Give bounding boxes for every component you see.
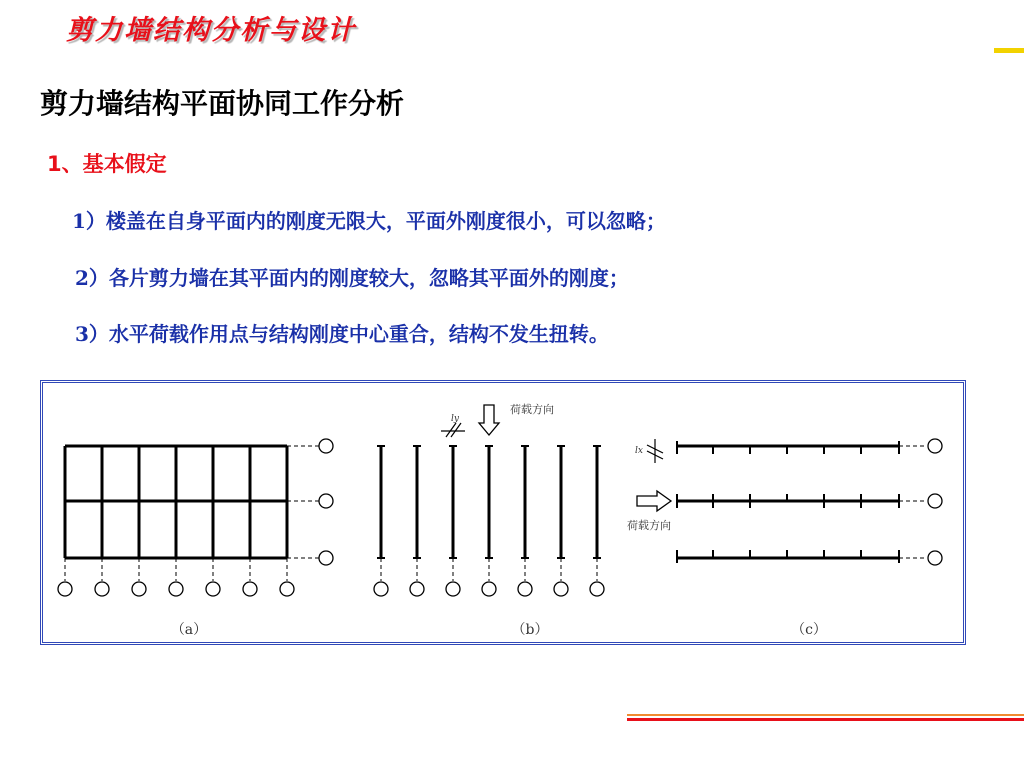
slide-title: 剪力墙结构平面协同工作分析 (40, 87, 405, 120)
structural-diagram (43, 383, 963, 642)
section-heading: 1、基本假定 (47, 152, 167, 176)
footer-rule-red (627, 718, 1024, 721)
panel-b-walls (381, 446, 597, 558)
panel-a-axis-circles (58, 439, 333, 596)
panel-c-dimension (647, 439, 663, 463)
header-title: 剪力墙结构分析与设计 (66, 15, 356, 46)
panel-c-axis-lines (899, 446, 927, 558)
panel-c-walls (677, 446, 899, 558)
panel-b-load-arrow (479, 405, 499, 435)
panel-a-grid (65, 446, 287, 558)
panel-label-c: （c） (791, 622, 827, 638)
panel-c-load-arrow (637, 491, 671, 511)
panel-b-axis-lines (381, 558, 597, 581)
panel-b-axis-circles (374, 582, 604, 596)
load-label-c: 荷载方向 (627, 519, 671, 532)
assumption-2: 2）各片剪力墙在其平面内的刚度较大，忽略其平面外的刚度； (75, 266, 629, 290)
panel-label-b: （b） (511, 622, 549, 638)
panel-b-dimension (441, 423, 465, 437)
assumption-3: 3）水平荷载作用点与结构刚度中心重合，结构不发生扭转。 (75, 322, 609, 346)
panel-b-small-label: ly (451, 414, 459, 424)
panel-c-small-label: lx (635, 446, 643, 456)
panel-label-a: （a） (170, 622, 208, 638)
footer-rule-orange (627, 714, 1024, 716)
assumption-1: 1）楼盖在自身平面内的刚度无限大，平面外刚度很小，可以忽略； (72, 209, 666, 233)
panel-c-axis-circles (928, 439, 942, 565)
figure-frame (40, 380, 966, 645)
load-label-b: 荷载方向 (510, 403, 554, 416)
corner-mark (994, 48, 1024, 53)
